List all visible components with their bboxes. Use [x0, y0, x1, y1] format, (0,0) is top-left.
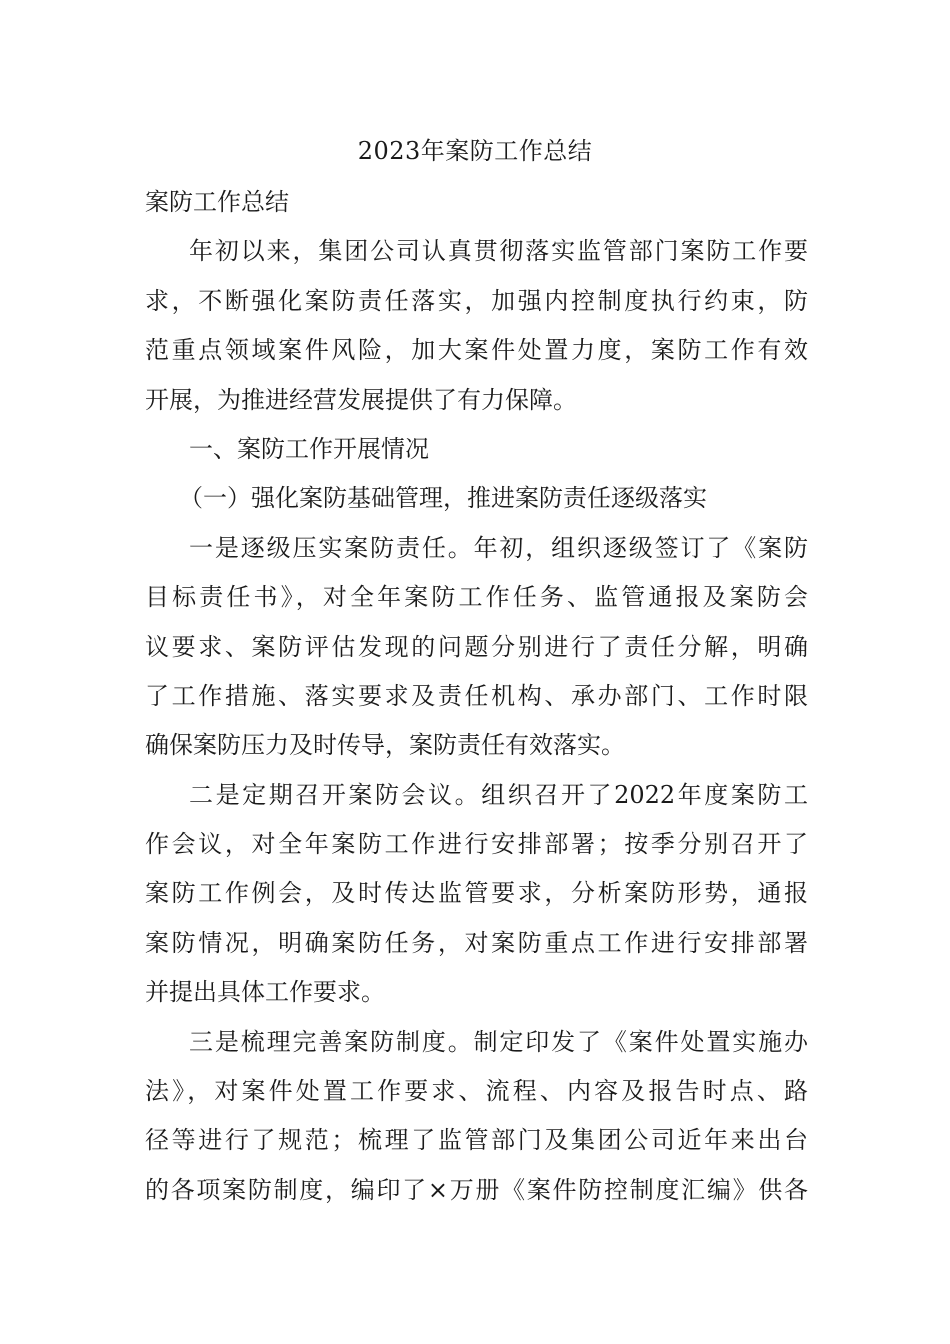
- text-line: 案防工作例会，及时传达监管要求，分析案防形势，通报: [145, 879, 808, 908]
- text-line: 一是逐级压实案防责任。年初，组织逐级签订了《案防: [189, 533, 808, 562]
- text-line: 法》，对案件处置工作要求、流程、内容及报告时点、路: [145, 1077, 808, 1106]
- text-line: 作会议，对全年案防工作进行安排部署；按季分别召开了: [145, 830, 808, 859]
- document-title: 2023年案防工作总结: [357, 137, 593, 165]
- text-line: 开展，为推进经营发展提供了有力保障。: [145, 385, 577, 414]
- text-line: 范重点领域案件风险，加大案件处置力度，案防工作有效: [145, 336, 808, 365]
- text-line: 目标责任书》，对全年案防工作任务、监管通报及案防会: [145, 583, 808, 612]
- text-line: 的各项案防制度，编印了×万册《案件防控制度汇编》供各: [145, 1175, 808, 1204]
- document-body: [145, 178, 808, 1215]
- text-line: 确保案防压力及时传导，案防责任有效落实。: [145, 731, 625, 760]
- text-line: 年初以来，集团公司认真贯彻落实监管部门案防工作要: [189, 237, 808, 266]
- text-line: 并提出具体工作要求。: [145, 978, 385, 1007]
- text-line: 案防情况，明确案防任务，对案防重点工作进行安排部署: [145, 928, 808, 957]
- text-line: 议要求、案防评估发现的问题分别进行了责任分解，明确: [145, 632, 808, 661]
- text-line: 案防工作总结: [145, 188, 289, 216]
- text-line: 一、案防工作开展情况: [189, 434, 429, 463]
- text-line: 求，不断强化案防责任落实，加强内控制度执行约束，防: [145, 286, 808, 315]
- text-line: （一）强化案防基础管理，推进案防责任逐级落实: [179, 484, 707, 513]
- text-line: 径等进行了规范；梳理了监管部门及集团公司近年来出台: [145, 1126, 808, 1155]
- text-line: 二是定期召开案防会议。组织召开了2022年度案防工: [189, 780, 808, 809]
- text-line: 了工作措施、落实要求及责任机构、承办部门、工作时限: [145, 681, 808, 710]
- text-line: 三是梳理完善案防制度。制定印发了《案件处置实施办: [189, 1027, 808, 1056]
